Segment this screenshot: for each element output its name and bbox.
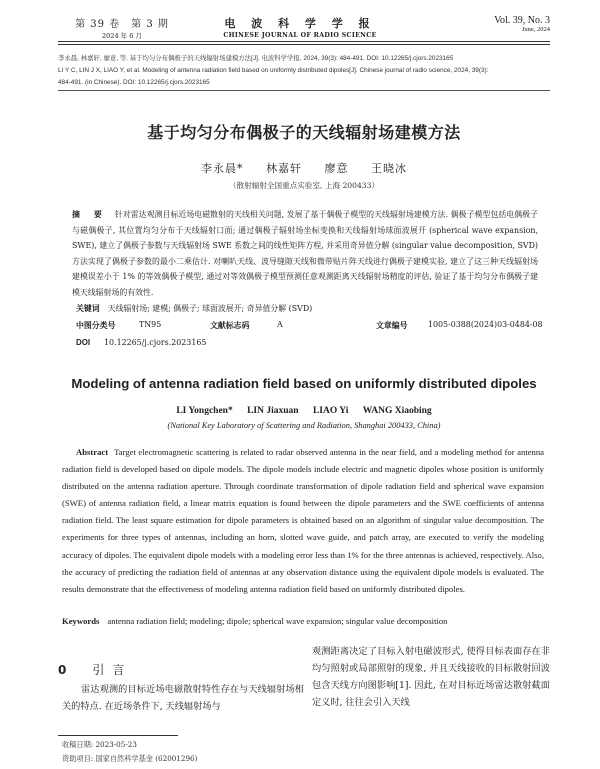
paper-title-cn: 基于均匀分布偶极子的天线辐射场建模方法 bbox=[147, 123, 461, 142]
date-en: June, 2024 bbox=[521, 26, 550, 33]
keywords-label-cn: 关键词 bbox=[76, 304, 100, 313]
keywords-text-cn: 天线辐射场; 建模; 偶极子; 球面波展开; 奇异值分解 (SVD) bbox=[107, 304, 313, 313]
author-name: LI Yongchen* bbox=[176, 406, 233, 416]
abstract-cn bbox=[72, 207, 538, 301]
article-no-value: 1005-0388(2024)03-0484-08 bbox=[428, 320, 543, 329]
author-list-cn bbox=[58, 160, 550, 176]
section-heading-intro bbox=[58, 661, 132, 678]
section-number: 0 bbox=[58, 663, 67, 677]
header-rule bbox=[58, 41, 550, 42]
author-name: 林嘉轩 bbox=[266, 162, 302, 175]
keywords-en bbox=[62, 616, 544, 626]
footnote-received: 收稿日期: 2023-05-23 bbox=[62, 740, 137, 749]
citation-block bbox=[58, 53, 550, 89]
affiliation-en: (National Key Laboratory of Scattering and Radiation, Shanghai 200433, China) bbox=[167, 421, 441, 430]
citation-rule bbox=[58, 90, 550, 91]
doi-label: DOI bbox=[76, 338, 91, 347]
abstract-text-en: Target electromagnetic scattering is related to radar observed antenna in the near field, and a modeling method for antenna radiation field is developed based on dipole models. The dipole models include electric and magnetic dipoles whose position is uniformly distributed on the antenna radiation aperture. Through coordinate transformation of dipole radiation field and spherical wave expansion (SWE) of antenna radiation field, a linear matrix equation is found between the dipole parameters and the SWE coefficients of antenna radiation field. The least square estimation for dipole parameters is obtained based on an algorithm of singular value decomposition. The experiments for three types of antennas, including an horn, slotted wave guide, and patch array, are executed to verify the modeling accuracy of dipoles. The equivalent dipole models with a modeling error less than 1% for the three antennas is achieved, respectively. Also, the accuracy of predicting the radiation field of antennas at any observation distance using the equivalent dipole models is evaluated. The results demonstrate that the effectiveness of modeling antenna radiation field based on uniformly distributed dipoles. bbox=[62, 447, 544, 594]
section-title: 引言 bbox=[92, 663, 133, 677]
header-journal bbox=[160, 15, 440, 39]
body-text-right-column: 观测距离决定了目标入射电磁波形式, 使得目标表面存在非均匀照射或局部照射的现象, 并且天线接收的目标散射回波包含天线方向图影响[1]. 因此, 在对目标近场雷达散射截面定义时, 往往会引入天线 bbox=[312, 646, 550, 708]
keywords-cn bbox=[76, 303, 536, 314]
paper-title-en: Modeling of antenna radiation field based on uniformly distributed dipoles bbox=[71, 376, 537, 391]
header-rule-thin bbox=[58, 44, 550, 45]
doi-value: 10.12265/j.cjors.2023165 bbox=[104, 338, 207, 347]
citation-line: 李永晨, 林嘉轩, 廖意, 等. 基于均匀分布偶极子的天线辐射场建模方法[J]. 电波科学学报, 2024, 39(3): 484-491. DOI: 10.12265/j.cjors.2023165 bbox=[58, 55, 454, 62]
body-text-left-column: 雷达观测的目标近场电磁散射特性存在与天线辐射场相关的特点. 在近场条件下, 天线辐射场与 bbox=[62, 684, 304, 712]
journal-name-en: CHINESE JOURNAL OF RADIO SCIENCE bbox=[223, 32, 377, 39]
volume-issue-cn: 第 39 卷 第 3 期 bbox=[75, 19, 169, 30]
author-list-en bbox=[58, 406, 550, 416]
abstract-label-cn: 摘 要 bbox=[72, 210, 105, 219]
keywords-label-en: Keywords bbox=[62, 616, 100, 626]
author-name: LIN Jiaxuan bbox=[247, 406, 299, 416]
author-name: WANG Xiaobing bbox=[362, 406, 432, 416]
journal-name-cn: 电 波 科 学 学 报 bbox=[224, 17, 376, 30]
clc-label: 中图分类号 bbox=[76, 321, 116, 330]
keywords-text-en: antenna radiation field; modeling; dipole; spherical wave expansion; singular value decomposition bbox=[107, 616, 448, 626]
author-name: 李永晨* bbox=[201, 162, 244, 175]
author-name: 王晓冰 bbox=[371, 162, 407, 175]
author-name: 廖意 bbox=[324, 162, 349, 175]
article-no-label: 文章编号 bbox=[376, 321, 408, 330]
citation-line: 484-491. (in Chinese). DOI: 10.12265/j.cjors.2023165 bbox=[58, 79, 210, 86]
footnote-rule bbox=[58, 735, 178, 736]
date-cn: 2024 年 6 月 bbox=[102, 32, 142, 40]
doc-code-label: 文献标志码 bbox=[210, 321, 250, 330]
volume-issue-en: Vol. 39, No. 3 bbox=[494, 15, 550, 26]
abstract-label-en: Abstract bbox=[76, 447, 109, 457]
author-name: LIAO Yi bbox=[312, 406, 349, 416]
header-volume-en bbox=[430, 15, 550, 33]
abstract-text-cn: 针对雷达观测目标近场电磁散射的天线相关问题, 发展了基于偶极子模型的天线辐射场建模方法. 偶极子模型包括电偶极子与磁偶极子, 其位置均匀分布于天线辐射口面; 通过偶极子辐射场坐标变换和天线辐射场球面波展开 (spherical wave expansion, SWE), 建立了偶极子参数与天线辐射场 SWE 系数之间的线性矩阵方程, 并采用奇异值分解 (singular value decomposition, SVD) 方法实现了偶极子参数的最小二乘估计. 对喇叭天线、波导缝隙天线和微带贴片阵天线进行偶极子建模实验, 建立了这三种天线辐射场建模误差小于 1% 的等效偶极子模型, 通过对等效偶极子模型预测任意观测距离天线辐射场精度的评估, 验证了基于均匀分布偶极子建模天线辐射场的有效性. bbox=[72, 210, 538, 297]
footnote-funding: 资助项目: 国家自然科学基金 (62001296) bbox=[62, 754, 198, 763]
doc-code-value: A bbox=[277, 320, 283, 329]
abstract-en bbox=[62, 444, 544, 598]
affiliation-cn: （散射辐射全国重点实验室, 上海 200433） bbox=[228, 181, 380, 190]
citation-line: LI Y C, LIN J X, LIAO Y, et al. Modeling of antenna radiation field based on uniformly distributed dipoles[J]. Chinese journal of radio science, 2024, 39(3): bbox=[58, 67, 489, 74]
clc-value: TN95 bbox=[139, 320, 162, 329]
doi-row bbox=[76, 338, 546, 347]
